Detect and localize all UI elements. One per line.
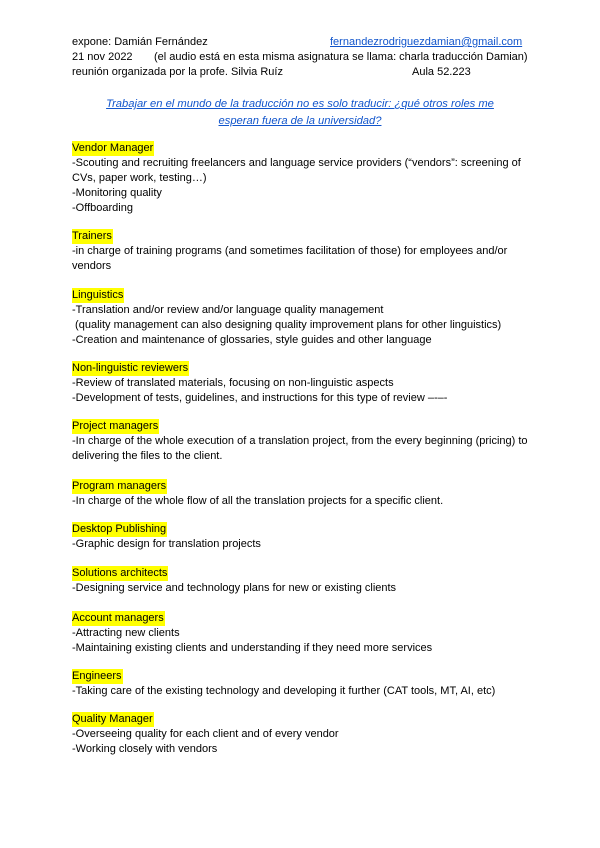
- section-heading: Account managers: [72, 612, 164, 624]
- section-line: -Attracting new clients: [72, 627, 180, 639]
- section-line: -Monitoring quality: [72, 187, 162, 199]
- section-line: -Offboarding: [72, 202, 133, 214]
- section-trainers: [72, 229, 530, 274]
- header-line-2: [72, 50, 532, 65]
- organizer: reunión organizada por la profe. Silvia Ruíz: [72, 66, 283, 78]
- section-quality-manager: [72, 712, 530, 757]
- presenter: expone: Damián Fernández: [72, 36, 208, 48]
- section-linguistics: [72, 288, 530, 348]
- section-desktop-publishing: [72, 522, 530, 552]
- section-heading: Engineers: [72, 670, 122, 682]
- section-line: -In charge of the whole execution of a translation project, from the every beginning (pricing) to delivering the files to the client.: [72, 435, 528, 462]
- section-program-managers: [72, 479, 530, 509]
- section-heading: Quality Manager: [72, 713, 153, 725]
- section-line: -Designing service and technology plans for new or existing clients: [72, 582, 397, 594]
- section-line: -Translation and/or review and/or language quality management: [72, 304, 384, 316]
- section-project-managers: [72, 419, 530, 464]
- section-engineers: [72, 669, 530, 699]
- section-heading: Program managers: [72, 480, 167, 492]
- header-line-1: [72, 35, 532, 50]
- section-heading: Non-linguistic reviewers: [72, 362, 189, 374]
- section-line: -Scouting and recruiting freelancers and language service providers (“vendors”: screening of CVs, paper work, testing…): [72, 157, 521, 184]
- section-line: -in charge of training programs (and sometimes facilitation of those) for employees and/or vendors: [72, 245, 508, 272]
- talk-title-link[interactable]: [72, 96, 528, 130]
- section-line: -Taking care of the existing technology and developing it further (CAT tools, MT, AI, etc): [72, 685, 496, 697]
- title-line-2: esperan fuera de la universidad?: [218, 115, 382, 127]
- section-heading: Trainers: [72, 230, 112, 242]
- section-line: -In charge of the whole flow of all the translation projects for a specific client.: [72, 495, 444, 507]
- section-line: -Maintaining existing clients and understanding if they need more services: [72, 642, 433, 654]
- section-line: -Development of tests, guidelines, and instructions for this type of review –-–-: [72, 392, 448, 404]
- section-heading: Project managers: [72, 420, 159, 432]
- section-non-linguistic-reviewers: [72, 361, 530, 406]
- section-heading: Linguistics: [72, 289, 124, 301]
- section-line: -Overseeing quality for each client and of every vendor: [72, 728, 339, 740]
- section-heading: Desktop Publishing: [72, 523, 167, 535]
- section-line: -Graphic design for translation projects: [72, 538, 261, 550]
- section-heading: Solutions architects: [72, 567, 168, 579]
- section-line: -Review of translated materials, focusing on non-linguistic aspects: [72, 377, 394, 389]
- section-line: (quality management can also designing quality improvement plans for other linguistics): [72, 319, 502, 331]
- date: 21 nov 2022: [72, 51, 133, 63]
- section-line: -Creation and maintenance of glossaries, style guides and other language: [72, 334, 432, 346]
- title-line-1: Trabajar en el mundo de la traducción no es solo traducir: ¿qué otros roles me: [106, 98, 494, 110]
- section-solutions-architects: [72, 566, 530, 596]
- room: Aula 52.223: [412, 66, 471, 78]
- header-line-3: [72, 65, 532, 80]
- section-heading: Vendor Manager: [72, 142, 154, 154]
- section-line: -Working closely with vendors: [72, 743, 218, 755]
- section-vendor-manager: [72, 141, 530, 216]
- audio-note: (el audio está en esta misma asignatura se llama: charla traducción Damian): [154, 51, 528, 63]
- section-account-managers: [72, 611, 530, 656]
- email-link[interactable]: fernandezrodriguezdamian@gmail.com: [330, 36, 523, 48]
